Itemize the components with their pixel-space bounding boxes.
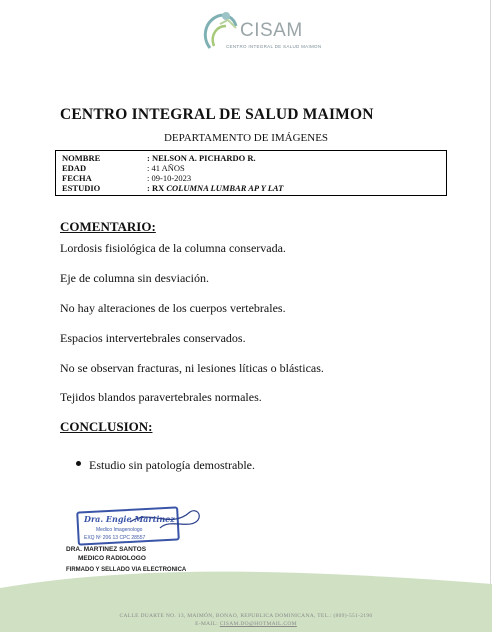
- comment-line: Tejidos blandos paravertebrales normales.: [60, 390, 262, 404]
- department-title: DEPARTAMENTO DE IMÁGENES: [163, 132, 329, 144]
- study-value-wrap: [147, 183, 283, 193]
- study-label: ESTUDIO: [62, 183, 101, 193]
- bullet-icon: [76, 461, 81, 466]
- footer-email-line: [0, 621, 492, 627]
- stamp-line2: Medico Imagenologo: [96, 527, 143, 533]
- comment-heading: COMENTARIO:: [60, 219, 156, 234]
- comment-line: Lordosis fisiológica de la columna conservada.: [60, 241, 286, 255]
- age-label: EDAD: [62, 163, 87, 173]
- comment-line: No se observan fracturas, ni lesiones líticas o blásticas.: [60, 361, 324, 375]
- conclusion-item: Estudio sin patología demostrable.: [89, 458, 255, 472]
- stamp-line1: Dra. Engie Martinez: [84, 514, 175, 524]
- logo-text: CISAM: [240, 20, 303, 41]
- doctor-stamp: [70, 500, 210, 546]
- footer-email[interactable]: CISAM.DO@HOTMAIL.COM: [219, 621, 297, 627]
- footer-address: CALLE DUARTE NO. 13, MAIMÓN, BONAO, REPUBLICA DOMINICANA, TEL.: (809)-551-2196: [119, 613, 373, 619]
- conclusion-heading: CONCLUSION:: [60, 419, 153, 434]
- study-prefix: : RX: [147, 183, 167, 193]
- patient-info-box: [55, 150, 447, 196]
- signature-note: FIRMADO Y SELLADO VIA ELECTRONICA: [66, 567, 187, 573]
- comment-line: No hay alteraciones de los cuerpos vertebrales.: [60, 301, 286, 315]
- stamp-line3: EXQ Nº 206 13 CPC 28557: [84, 535, 146, 541]
- signature-name: DRA. MARTINEZ SANTOS: [66, 546, 147, 553]
- footer-email-label: E-MAIL:: [195, 621, 220, 627]
- clinic-title: CENTRO INTEGRAL DE SALUD MAIMON: [60, 106, 374, 123]
- date-label: FECHA: [62, 173, 92, 183]
- date-value: : 09-10-2023: [147, 173, 192, 183]
- comment-line: Espacios intervertebrales conservados.: [60, 331, 246, 345]
- study-value: COLUMNA LUMBAR AP Y LAT: [166, 183, 284, 193]
- name-value: : NELSON A. PICHARDO R.: [147, 153, 256, 163]
- logo-subtitle: CENTRO INTEGRAL DE SALUD MAIMON: [226, 44, 322, 49]
- comment-line: Eje de columna sin desviación.: [60, 271, 209, 285]
- name-label: NOMBRE: [62, 153, 101, 163]
- age-value: : 41 AÑOS: [147, 163, 185, 173]
- signature-role: MEDICO RADIOLOGO: [78, 555, 146, 562]
